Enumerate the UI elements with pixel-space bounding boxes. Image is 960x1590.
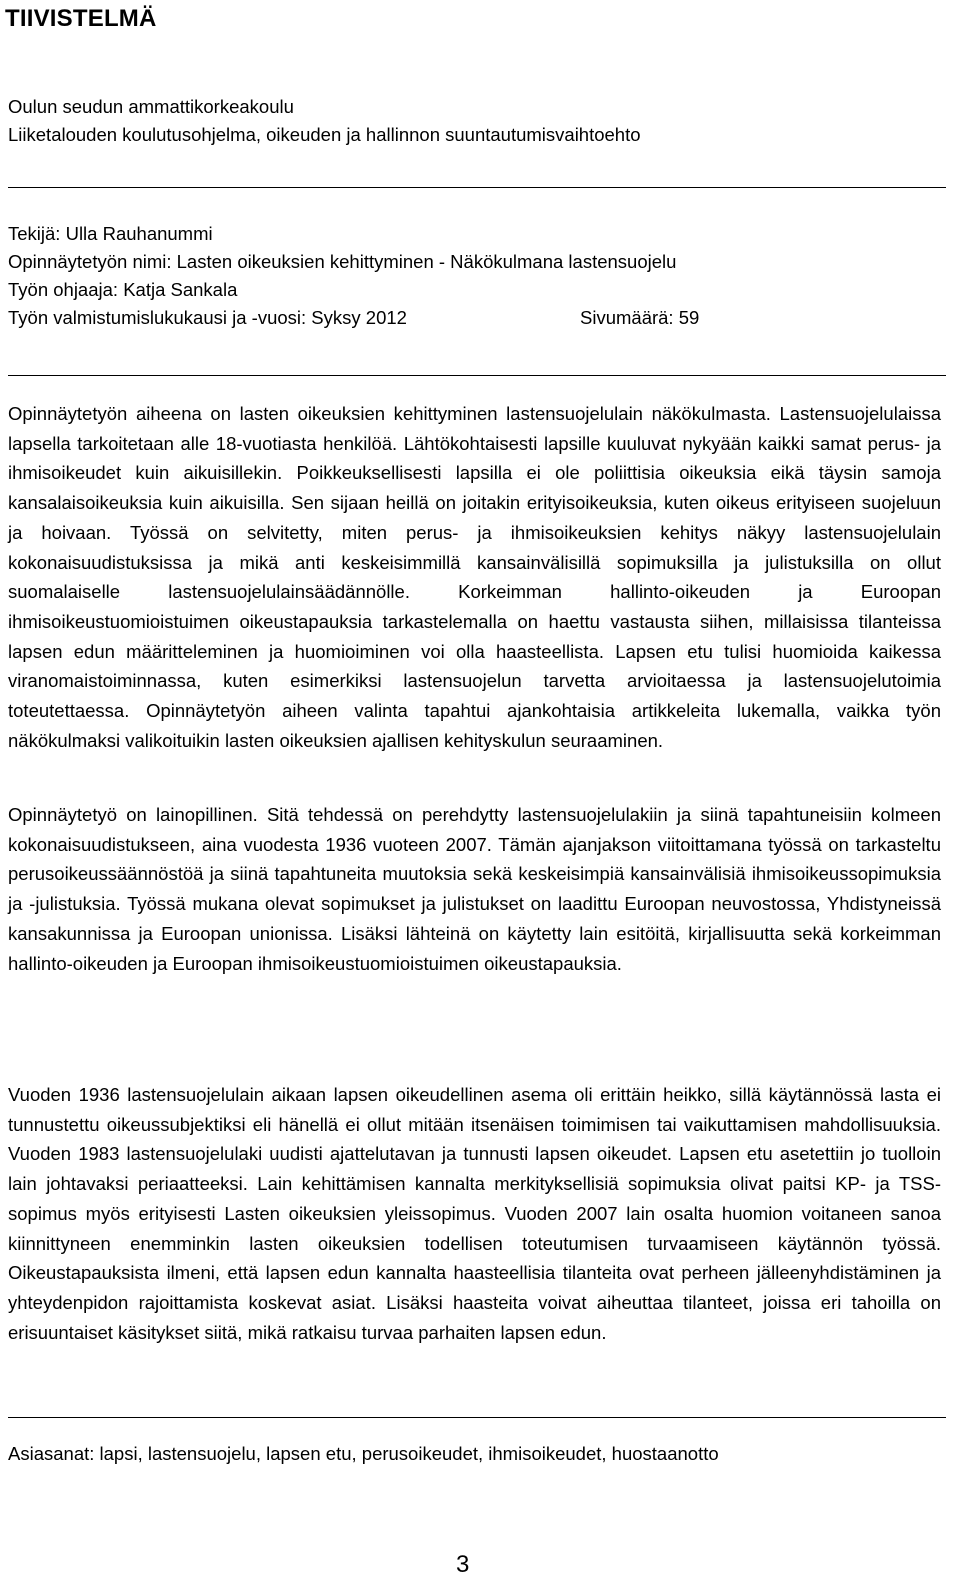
abstract-paragraph-2: Opinnäytetyö on lainopillinen. Sitä tehdessä on perehdytty lastensuojelulakiin ja siinä tapahtuneisiin kolmeen kokonaisuudistukseen, aina vuodesta 1936 vuoteen 2007. Tämän ajanjakson viitoittamana työssä on tarkasteltu perusoikeussäännöstöä ja siinä tapahtuneita muutoksia sekä keskeisimpiä kansainvälisiä ihmisoikeussopimuksia ja -julistuksia. Työssä mukana olevat sopimukset ja julistukset on laadittu Euroopan neuvostossa, Yhdistyneissä kansakunnissa ja Euroopan unionissa. Lisäksi lähteinä on käytetty lain esitöitä, kirjallisuutta sekä korkeimman hallinto-oikeuden ja Euroopan ihmisoikeustuomioistuimen oikeustapauksia. [8,804,941,974]
abstract-paragraph-1: Opinnäytetyön aiheena on lasten oikeuksien kehittyminen lastensuojelulain näkökulmasta. Lastensuojelulaissa lapsella tarkoitetaan alle 18-vuotiasta henkilöä. Lähtökohtaisesti lapsille kuuluvat nykyään kaikki samat perus- ja ihmisoikeudet kuin aikuisillekin. Poikkeuksellisesti lapsilla ei ole poliittisia oikeuksia eikä täysin samoja kansalaisoikeuksia kuin aikuisilla. Sen sijaan heillä on joitakin erityisoikeuksia, kuten oikeus erityiseen suojeluun ja hoivaan. Työssä on selvitetty, miten perus- ja ihmisoikeuksien kehitys näkyy lastensuojelulain kokonaisuudistuksissa ja mikä anti keskeisimmillä kansainvälisillä sopimuksilla ja julistuksilla on ollut suomalaiselle lastensuojelulainsäädännölle. Korkeimman hallinto-oikeuden ja Euroopan ihmisoikeustuomioistuimen oikeustapauksia tarkastelemalla on haettu vastausta siihen, millaisissa tilanteissa lapsen edun määritteleminen ja huomioiminen voi olla haasteellista. Lapsen etu tulisi huomioida kaikessa viranomaistoiminnassa, kuten esimerkiksi lastensuojelun tarvetta arvioitaessa ja lastensuojelutoimia toteutettaessa. Opinnäytetyön aiheen valinta tapahtui ajankohtaisia artikkeleita lukemalla, vaikka työn näkökulmaksi valikoituikin lasten oikeuksien ajallisen kehityskulun seuraaminen. [8,403,941,751]
page-number: 3 [456,1551,470,1578]
abstract-paragraph-3: Vuoden 1936 lastensuojelulain aikaan lapsen oikeudellinen asema oli erittäin heikko, sillä käytännössä lasta ei tunnustettu oikeussubjektiksi eli hänellä ei ollut mitään itsenäisen toimimisen tai vaikuttamisen mahdollisuuksia. Vuoden 1983 lastensuojelulaki uudisti ajattelutavan ja tunnusti lapsen oikeudet. Lapsen etu asetettiin jo tuolloin lain johtavaksi periaatteeksi. Lain kehittämisen kannalta merkityksellisiä sopimuksia olivat paitsi KP- ja TSS-sopimus myös erityisesti Lasten oikeuksien yleissopimus. Vuoden 2007 lain osalta huomion voitaneen sanoa kiinnittyneen enemminkin lasten oikeuksien todellisen toteutumisen turvaamiseen käytännön työssä. Oikeustapauksista ilmeni, että lapsen edun kannalta haasteellisia tilanteita ovat perheen jälleenyhdistäminen ja yhteydenpidon rajoittamista koskevat asiat. Lisäksi haasteita voivat aiheuttaa tilanteet, joissa eri tahoilla on erisuuntaiset käsitykset siitä, mikä ratkaisu turvaa parhaiten lapsen edun. [8,1084,941,1343]
divider-middle [8,375,946,376]
author-line: Tekijä: Ulla Rauhanummi [8,223,213,244]
divider-top [8,187,946,188]
school-name: Oulun seudun ammattikorkeakoulu [8,96,294,117]
term-line: Työn valmistumislukukausi ja -vuosi: Syksy 2012 [8,307,407,328]
thesis-info-block [8,220,948,332]
page-title: TIIVISTELMÄ [5,5,157,32]
keywords-line: Asiasanat: lapsi, lastensuojelu, lapsen etu, perusoikeudet, ihmisoikeudet, huostaanotto [8,1443,719,1464]
divider-bottom [8,1417,946,1418]
programme-name: Liiketalouden koulutusohjelma, oikeuden ja hallinnon suuntautumisvaihtoehto [8,124,641,145]
thesis-title-line: Opinnäytetyön nimi: Lasten oikeuksien kehittyminen - Näkökulmana lastensuojelu [8,251,677,272]
term-row [8,304,948,332]
page-count: Sivumäärä: 59 [580,307,700,328]
supervisor-line: Työn ohjaaja: Katja Sankala [8,279,238,300]
organization-block [8,93,641,149]
